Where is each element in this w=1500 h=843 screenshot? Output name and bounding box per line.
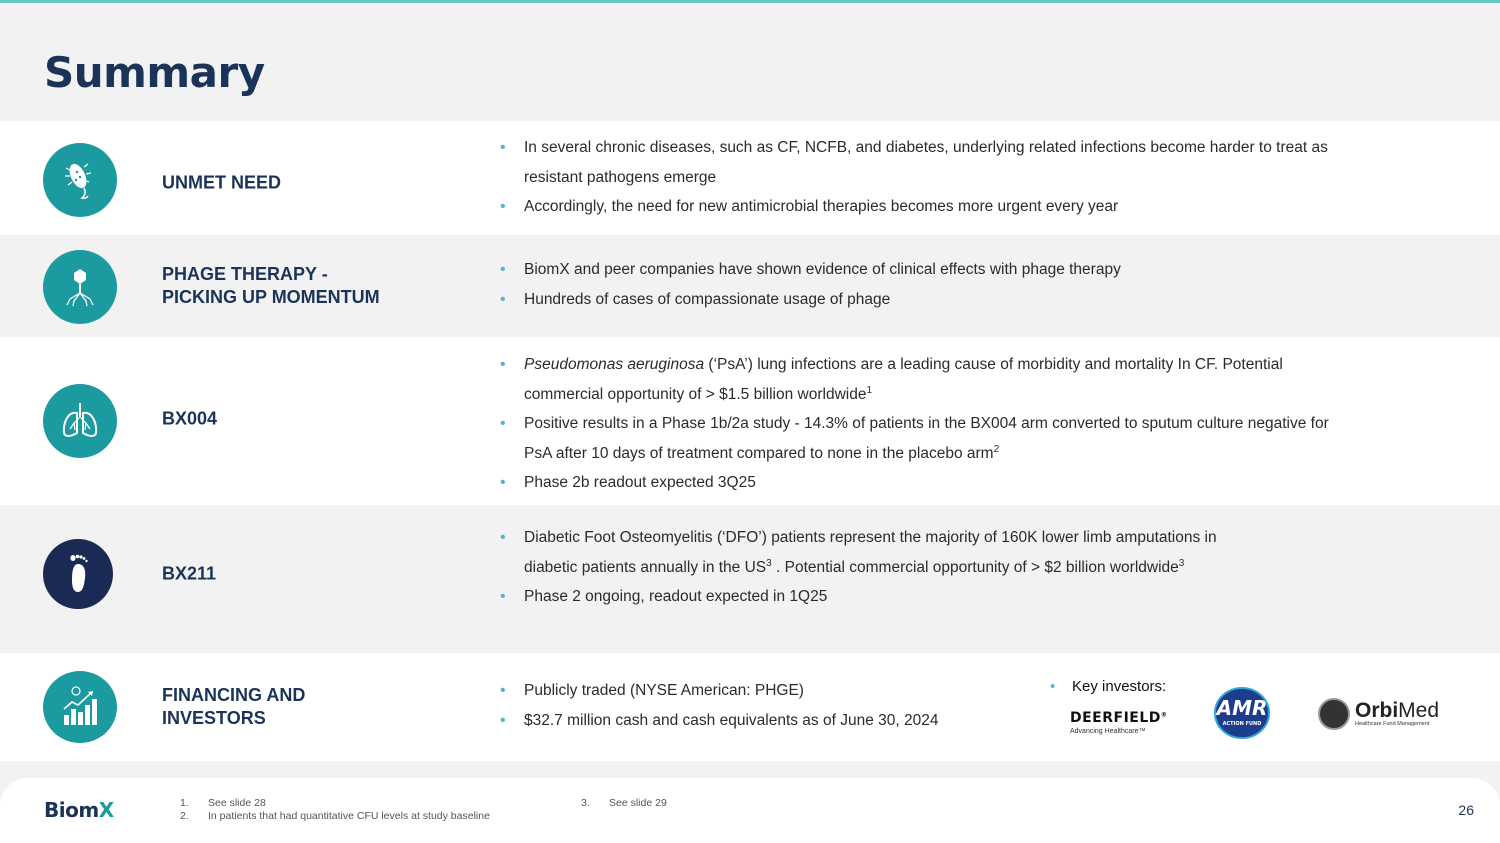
bullet-item: • Phase 2b readout expected 3Q25 xyxy=(500,468,1340,498)
bullet-item: • BiomX and peer companies have shown evidence of clinical effects with phage therapy xyxy=(500,255,1340,285)
growth-chart-icon xyxy=(43,671,117,743)
svg-text:ACTION FUND: ACTION FUND xyxy=(1222,721,1262,727)
section-label-phage-therapy: PHAGE THERAPY - PICKING UP MOMENTUM xyxy=(162,264,380,307)
section-bx211 xyxy=(0,505,1500,653)
section-financing xyxy=(0,653,1500,761)
bullet-list-unmet-need xyxy=(500,133,1340,222)
footnotes-right: 3. See slide 29 xyxy=(581,797,667,809)
section-label-bx211: BX211 xyxy=(162,563,217,584)
amr-action-fund-logo xyxy=(1213,686,1271,740)
bullet-item: • Positive results in a Phase 1b/2a study - 14.3% of patients in the BX004 arm converted to sputum culture negative for PsA after 10 days of treatment compared to none in the placebo arm$^2$ xyxy=(500,409,1340,468)
page-number: 26 xyxy=(1458,802,1474,818)
section-phage-therapy xyxy=(0,235,1500,337)
bullet-item: • In several chronic diseases, such as CF, NCFB, and diabetes, underlying related infections become harder to treat as resistant pathogens emerge xyxy=(500,133,1340,192)
section-label-unmet-need: UNMET NEED xyxy=(162,172,282,193)
section-bx004 xyxy=(0,337,1500,505)
bacteria-icon xyxy=(43,143,117,217)
page-title: Summary xyxy=(44,48,265,97)
footer xyxy=(0,778,1500,843)
bullet-item: • Accordingly, the need for new antimicrobial therapies becomes more urgent every year xyxy=(500,192,1340,222)
deerfield-logo: DEERFIELD® Advancing Healthcare™ xyxy=(1070,710,1168,735)
bullet-list-financing xyxy=(500,676,1020,735)
bullet-item: • Diabetic Foot Osteomyelitis (‘DFO’) patients represent the majority of 160K lower limb amputations in diabetic patients annually in the $US^3$ . Potential commercial opportunity of > $2 billion worldwide$^3$ xyxy=(500,523,1270,582)
bullet-item: • Hundreds of cases of compassionate usage of phage xyxy=(500,285,1340,315)
bullet-item: • Publicly traded (NYSE American: PHGE) xyxy=(500,676,1020,706)
section-label-financing: FINANCING AND INVESTORS xyxy=(162,685,306,728)
biomx-logo: BiomX xyxy=(44,798,114,822)
bullet-item: • $32.7 million cash and cash equivalents as of June 30, 2024 xyxy=(500,706,1020,736)
orbimed-emblem-icon xyxy=(1318,698,1350,730)
section-unmet-need xyxy=(0,121,1500,235)
footnotes-left: 1. See slide 28 2. In patients that had quantitative CFU levels at study baseline xyxy=(180,797,490,822)
foot-icon xyxy=(43,539,113,609)
section-label-bx004: BX004 xyxy=(162,408,218,429)
bullet-item: • Pseudomonas aeruginosa (‘PsA’) lung infections are a leading cause of morbidity and mortality In CF. Potential commercial opportunity of > $1.5 billion worldwide$^1$ xyxy=(500,350,1340,409)
bullet-list-phage-therapy xyxy=(500,255,1340,314)
top-accent-line xyxy=(0,0,1500,3)
bullet-list-bx211 xyxy=(500,523,1270,612)
bullet-list-bx004 xyxy=(500,350,1340,498)
bullet-item: • Phase 2 ongoing, readout expected in 1Q25 xyxy=(500,582,1270,612)
lungs-icon xyxy=(43,384,117,458)
svg-text:AMR: AMR xyxy=(1216,696,1268,720)
key-investors xyxy=(1050,678,1166,695)
key-investors-label: • Key investors: xyxy=(1050,678,1166,695)
phage-icon xyxy=(43,250,117,324)
orbimed-logo: OrbiMed Healthcare Fund Management xyxy=(1318,698,1439,730)
